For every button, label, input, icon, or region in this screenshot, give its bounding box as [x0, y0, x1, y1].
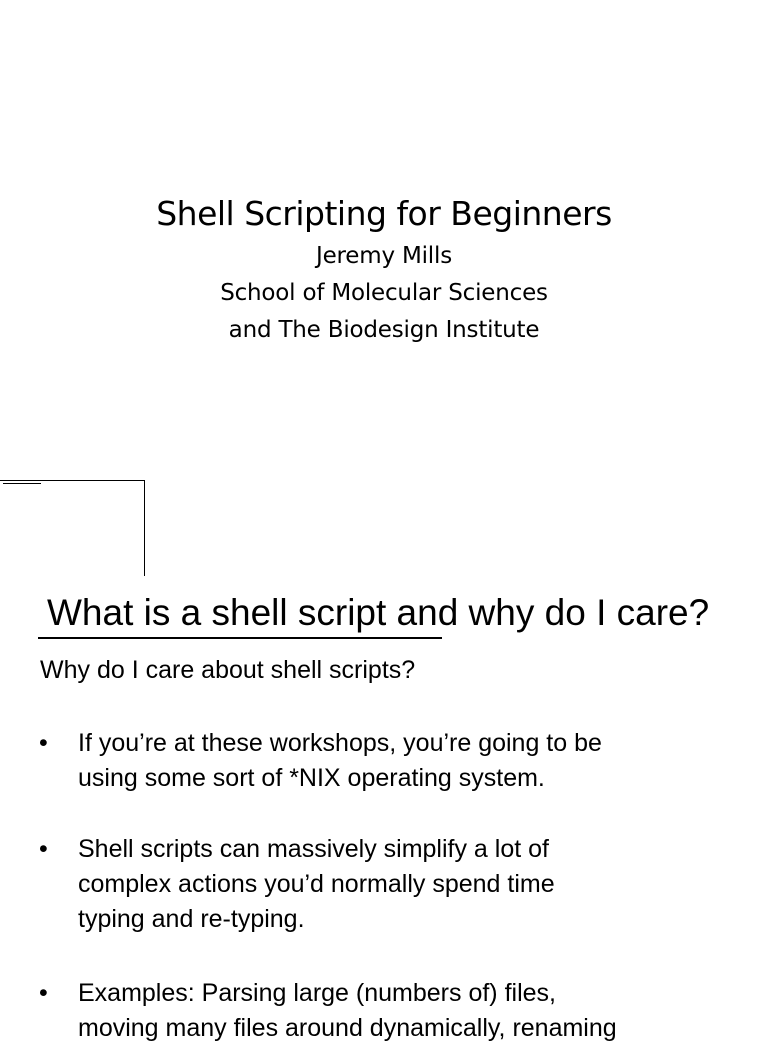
- bullet-dot-icon: •: [39, 835, 48, 863]
- presentation-title: Shell Scripting for Beginners: [156, 194, 612, 233]
- affiliation-line-1: School of Molecular Sciences: [220, 280, 548, 306]
- title-block: [0, 190, 768, 349]
- content-slide: [0, 576, 768, 1042]
- bullet-text: [78, 726, 768, 796]
- heading-underline: [38, 637, 442, 639]
- bullet-text: [78, 976, 768, 1046]
- bullet-text: [78, 832, 768, 937]
- author-name: Jeremy Mills: [316, 243, 452, 269]
- bullet-line: complex actions you’d normally spend time: [78, 870, 555, 898]
- bullet-line: typing and re-typing.: [78, 905, 305, 933]
- bullet-line: If you’re at these workshops, you’re going to be: [78, 729, 602, 757]
- slide-heading: What is a shell script and why do I care?: [47, 592, 710, 633]
- slide-intro-text: Why do I care about shell scripts?: [40, 656, 416, 684]
- bullet-line: using some sort of *NIX operating system.: [78, 764, 545, 792]
- image-frame-mark: [3, 483, 41, 484]
- bullet-line: Shell scripts can massively simplify a lot of: [78, 835, 549, 863]
- bullet-line: Examples: Parsing large (numbers of) files,: [78, 979, 556, 1007]
- bullet-dot-icon: •: [39, 979, 48, 1007]
- affiliation-line-2: and The Biodesign Institute: [228, 317, 540, 343]
- image-placeholder-frame: [0, 480, 145, 576]
- bullet-dot-icon: •: [39, 729, 48, 757]
- bullet-line: moving many files around dynamically, renaming: [78, 1014, 617, 1042]
